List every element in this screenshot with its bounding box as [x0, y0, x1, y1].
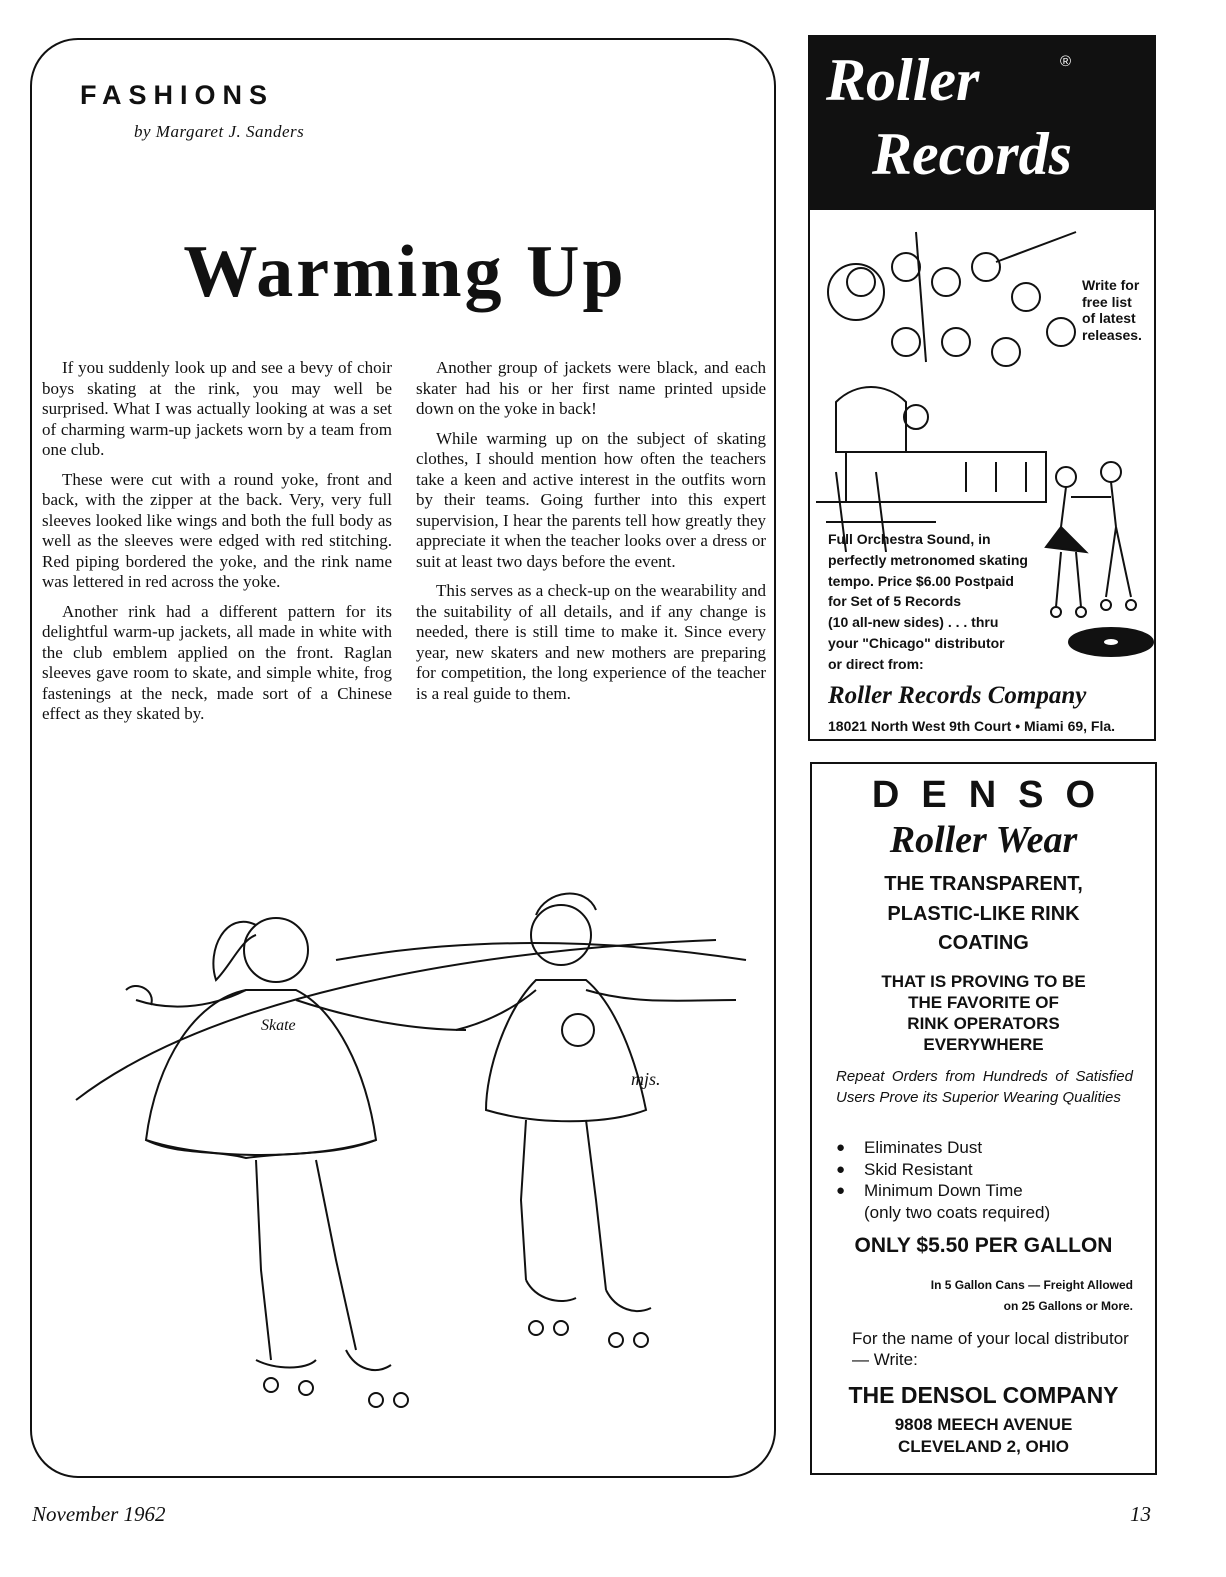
- ad-body-line: perfectly metronomed skating: [828, 551, 1028, 568]
- byline: by Margaret J. Sanders: [134, 122, 305, 141]
- ad-subtitle: [812, 870, 1155, 959]
- fine-line: on 25 Gallons or More.: [1003, 1299, 1133, 1313]
- denso-roller-wear-ad: [810, 762, 1157, 1475]
- paragraph: These were cut with a round yoke, front and back, with the zipper at the back. Very, very full sleeves looked like wings and both the full body as well as the sleeves were edged with red stitching. Red piping bordered the yoke, and the rink name was lettered in red across the yoke.: [42, 469, 392, 591]
- logo-line-1: Roller: [826, 47, 980, 113]
- ad-body-line: Full Orchestra Sound, in: [828, 531, 991, 547]
- fine-line: In 5 Gallon Cans — Freight Allowed: [930, 1278, 1133, 1292]
- ad-body-line: for Set of 5 Records: [828, 593, 962, 610]
- ad-brand: DENSO: [871, 774, 1118, 816]
- issue-date: November 1962: [32, 1502, 166, 1526]
- paragraph: This serves as a check-up on the wearability and the suitability of all details, and if any change is needed, there is still time to make it. Since every year, new skaters and new mothers are preparing for competition, the long experience of the teacher is a real guide to them.: [416, 581, 766, 703]
- list-item: ● Eliminates Dust: [836, 1137, 1136, 1159]
- ad-company-name: Roller Records Company: [828, 682, 1087, 709]
- paragraph: Another group of jackets were black, and each skater had his or her first name printed upside down on the yoke in back!: [416, 358, 766, 418]
- ad-company-name: THE DENSOL COMPANY: [848, 1382, 1119, 1408]
- article-column-left: [42, 358, 392, 734]
- page-number: 13: [1130, 1502, 1151, 1526]
- ad-logo-banner: [810, 37, 1154, 210]
- subtitle-line: PLASTIC-LIKE RINK: [887, 902, 1080, 925]
- section-label: FASHIONS: [80, 80, 275, 110]
- ad-body-line: your "Chicago" distributor: [828, 634, 1005, 651]
- ad-testimonial: Repeat Orders from Hundreds of Satisfied Users Prove its Superior Wearing Qualities: [836, 1068, 1133, 1106]
- address-line: 9808 MEECH AVENUE: [894, 1415, 1073, 1434]
- ad-subtitle-2: [812, 971, 1155, 1055]
- address-line: CLEVELAND 2, OHIO: [898, 1437, 1069, 1456]
- ad-address: 18021 North West 9th Court • Miami 69, Fla.: [828, 718, 1116, 734]
- dancers-and-record-illustration: [1036, 457, 1154, 657]
- ad-body-line: (10 all-new sides) . . . thru: [828, 614, 999, 631]
- subtitle-line: EVERYWHERE: [923, 1035, 1044, 1054]
- ad-body-text: [828, 529, 1043, 675]
- subtitle-line: THE TRANSPARENT,: [884, 873, 1083, 895]
- ad-write-text: For the name of your local distributor — Write:: [852, 1329, 1129, 1369]
- list-item: [836, 1180, 1136, 1223]
- subtitle-line: THE FAVORITE OF: [908, 993, 1059, 1012]
- registered-mark: ®: [1060, 53, 1072, 70]
- feature-note: (only two coats required): [864, 1202, 1051, 1222]
- ad-fine-print: [931, 1275, 1133, 1317]
- article-frame: [30, 38, 776, 1478]
- svg-text:Skate: Skate: [261, 1017, 296, 1034]
- list-item: ● Skid Resistant: [836, 1159, 1136, 1181]
- ad-price: ONLY $5.50 PER GALLON: [854, 1234, 1113, 1257]
- artist-signature: mjs.: [631, 1069, 661, 1089]
- ad-body-line: or direct from:: [828, 655, 924, 672]
- paragraph: If you suddenly look up and see a bevy of choir boys skating at the rink, you may well be surprised. What I was actually looking at was a set of charming warm-up jackets worn by a team from one club.: [42, 358, 392, 459]
- ad-address: [812, 1414, 1155, 1458]
- subtitle-line: RINK OPERATORS: [907, 1014, 1060, 1033]
- headline: Warming Up: [183, 231, 627, 313]
- paragraph: Another rink had a different pattern for its delightful warm-up jackets, all made in white with the club emblem applied on the front. Raglan sleeves gave room to skate, and simple white, frog fastenings at the neck, made sort of a Chinese effect as they skated by.: [42, 601, 392, 723]
- skaters-illustration: [56, 840, 756, 1440]
- subtitle-line: THAT IS PROVING TO BE: [881, 972, 1086, 991]
- paragraph: While warming up on the subject of skating clothes, I should mention how often the teachers take a keen and active interest in the outfits worn by their teams. Going further into this expert supervision, I hear the parents tell how greatly they appreciate it when the teacher looks over a dress or suit at least two days before the event.: [416, 428, 766, 571]
- logo-line-2: Records: [872, 121, 1072, 187]
- roller-records-ad: [808, 35, 1156, 741]
- feature-list: [836, 1137, 1136, 1223]
- ad-side-note: Write for free list of latest releases.: [1082, 277, 1142, 343]
- ad-body-line: tempo. Price $6.00 Postpaid: [828, 572, 1014, 589]
- feature-text: Minimum Down Time: [864, 1181, 1023, 1200]
- ad-script-title: Roller Wear: [889, 819, 1078, 861]
- article-column-right: [416, 358, 766, 713]
- subtitle-line: COATING: [938, 932, 1029, 954]
